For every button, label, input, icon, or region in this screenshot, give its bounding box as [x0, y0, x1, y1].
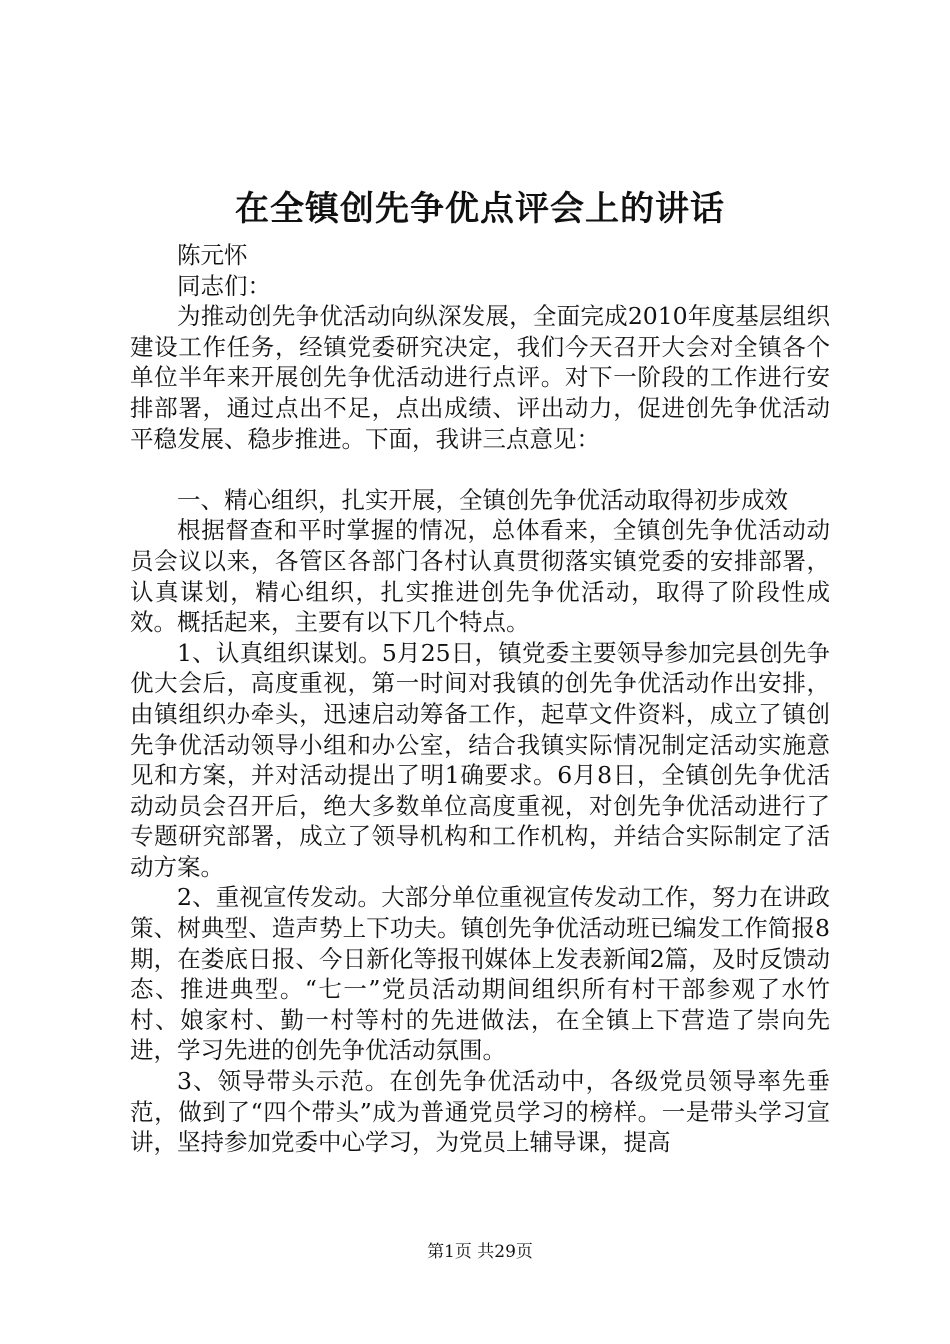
paragraph-point-3: 3、领导带头示范。在创先争优活动中，各级党员领导率先垂范，做到了“四个带头”成为普通党员学习的榜样。一是带头学习宣讲，坚持参加党委中心学习，为党员上辅导课，提高 [130, 1067, 830, 1157]
salutation: 同志们： [177, 271, 271, 300]
paragraph-intro: 为推动创先争优活动向纵深发展，全面完成2010年度基层组织建设工作任务，经镇党委研究决定，我们今天召开大会对全镇各个单位半年来开展创先争优活动进行点评。对下一阶段的工作进行安排部署，通过点出不足，点出成绩、评出动力，促进创先争优活动平稳发展、稳步推进。下面，我讲三点意见： [130, 302, 830, 453]
paragraph-point-2: 2、重视宣传发动。大部分单位重视宣传发动工作，努力在讲政策、树典型、造声势上下功夫。镇创先争优活动班已编发工作简报8期，在娄底日报、今日新化等报刊媒体上发表新闻2篇，及时反馈动态、推进典型。“七一”党员活动期间组织所有村干部参观了水竹村、娘家村、勤一村等村的先进做法，在全镇上下营造了崇向先进，学习先进的创先争优活动氛围。 [130, 883, 830, 1065]
section-heading-1: 一、精心组织，扎实开展，全镇创先争优活动取得初步成效 [177, 485, 788, 514]
page-footer: 第1页 共29页 [427, 1242, 533, 1262]
blank-line [130, 454, 830, 485]
document-body [130, 240, 830, 1158]
document-page [130, 0, 830, 1344]
paragraph-overview: 根据督查和平时掌握的情况，总体看来，全镇创先争优活动动员会议以来，各管区各部门各村认真贯彻落实镇党委的安排部署，认真谋划，精心组织，扎实推进创先争优活动，取得了阶段性成效。概括起来，主要有以下几个特点。 [130, 516, 830, 637]
paragraph-point-1: 1、认真组织谋划。5月25日，镇党委主要领导参加完县创先争优大会后，高度重视，第一时间对我镇的创先争优活动作出安排，由镇组织办牵头，迅速启动筹备工作，起草文件资料，成立了镇创先争优活动领导小组和办公室，结合我镇实际情况制定活动实施意见和方案，并对活动提出了明1确要求。6月8日，全镇创先争优活动动员会召开后，绝大多数单位高度重视，对创先争优活动进行了专题研究部署，成立了领导机构和工作机构，并结合实际制定了活动方案。 [130, 638, 830, 881]
document-title: 在全镇创先争优点评会上的讲话 [235, 189, 725, 229]
author-line: 陈元怀 [177, 241, 248, 269]
